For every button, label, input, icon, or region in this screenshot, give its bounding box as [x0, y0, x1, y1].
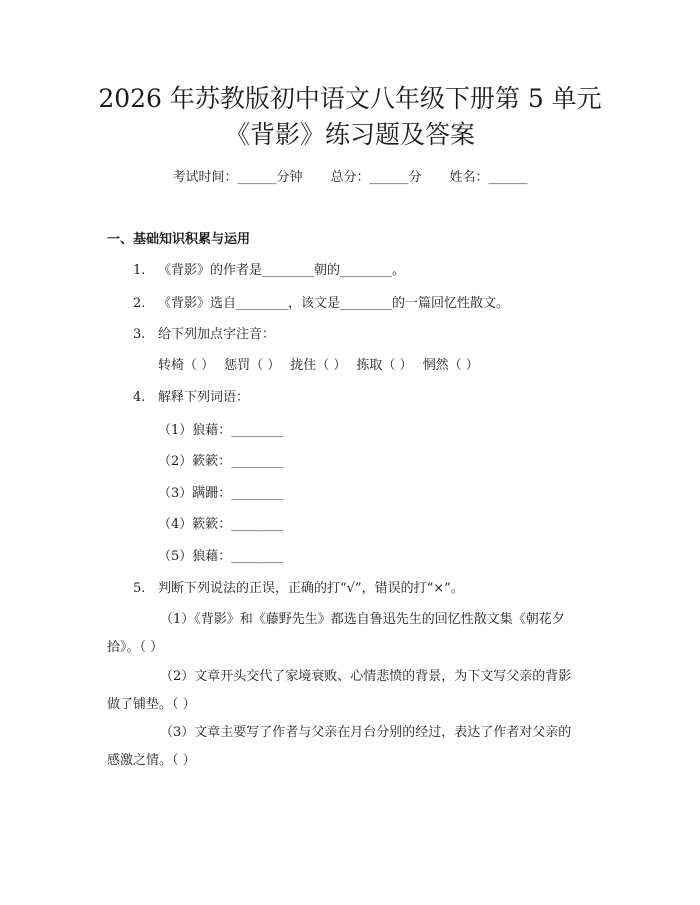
judgement-line: （3）文章主要写了作者与父亲在月台分别的经过，表达了作者对父亲的 [160, 725, 572, 740]
vocab-item: （5）狼藉：________ [158, 549, 284, 564]
question-number: 5. [133, 581, 146, 596]
judgement-item [107, 606, 607, 662]
judgement-item [107, 663, 607, 719]
question-number: 3. [133, 327, 146, 342]
question-text: 解释下列词语： [158, 390, 250, 405]
exam-time: 考试时间：______分钟 [172, 170, 303, 185]
judgement-line: （2）文章开头交代了家境衰败、心情悲愤的背景，为下文写父亲的背影 [160, 669, 572, 684]
question-number: 4. [133, 390, 146, 405]
judgement-line: 做了铺垫。（ ） [107, 697, 196, 712]
judgement-item [107, 719, 607, 775]
question-text: 给下列加点字注音： [158, 327, 276, 342]
title-line-1: 2026 年苏教版初中语文八年级下册第 5 单元 [98, 84, 602, 113]
pinyin-word-list [158, 356, 489, 376]
question-number: 2. [133, 296, 146, 311]
pinyin-word: 惘然（ ） [422, 358, 479, 373]
exam-name: 姓名：______ [449, 170, 528, 185]
exam-meta [0, 168, 700, 188]
question-number: 1. [133, 263, 146, 278]
pinyin-word: 转椅（ ） [158, 358, 215, 373]
pinyin-word: 拢住（ ） [290, 358, 347, 373]
exam-score: 总分：______分 [330, 170, 422, 185]
title-line-2: 《背影》练习题及答案 [224, 120, 475, 149]
vocab-item: （3）蹒跚：________ [158, 486, 284, 501]
pinyin-word: 惩罚（ ） [224, 358, 281, 373]
section-heading: 一、基础知识积累与运用 [107, 232, 251, 247]
vocab-item: （2）簌簌：________ [158, 454, 284, 469]
vocab-item: （4）簌簌：________ [158, 517, 284, 532]
judgement-line: 感激之情。（ ） [107, 753, 196, 768]
question-text: 《背影》选自________，该文是________的一篇回忆性散文。 [158, 296, 510, 311]
question-text: 判断下列说法的正误，正确的打“√”，错误的打“×”。 [158, 581, 464, 596]
judgement-line: （1）《背影》和《藤野先生》都选自鲁迅先生的回忆性散文集《朝花夕 [160, 612, 565, 627]
pinyin-word: 拣取（ ） [356, 358, 413, 373]
question-text: 《背影》的作者是________朝的________。 [158, 263, 406, 278]
vocab-item: （1）狼藉：________ [158, 423, 284, 438]
judgement-line: 拾》。（ ） [107, 640, 164, 655]
